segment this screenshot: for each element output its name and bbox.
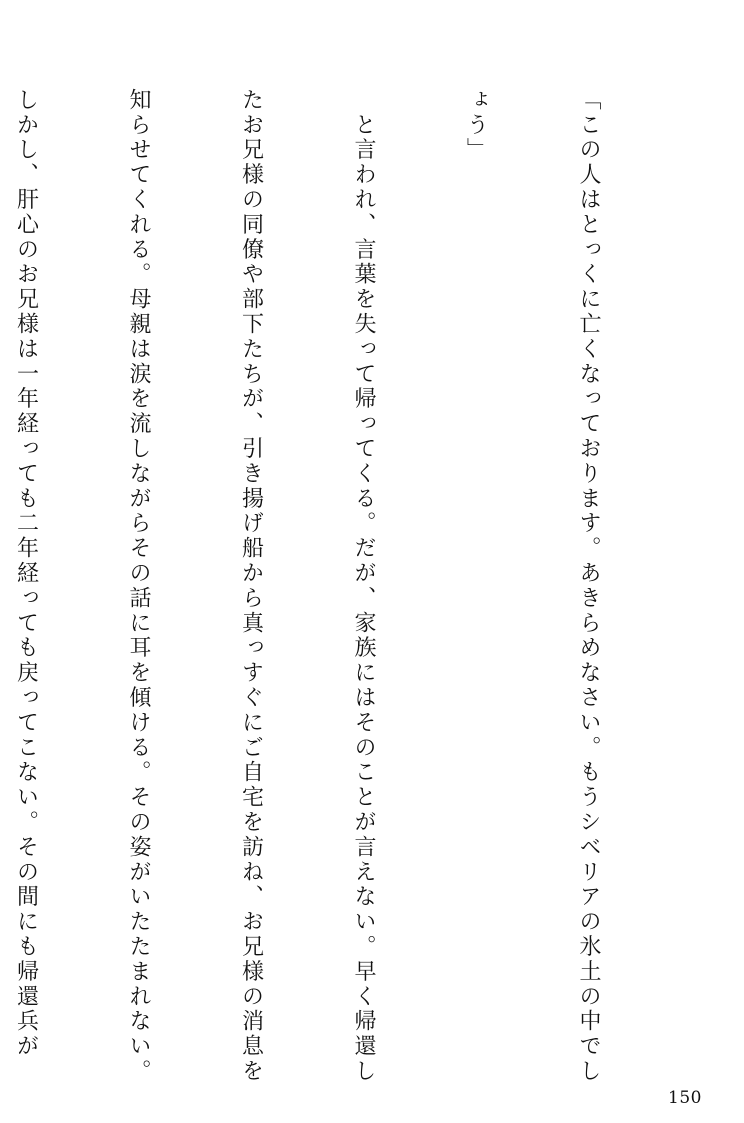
vertical-text-body xyxy=(0,88,682,1084)
text-line: ょう」 xyxy=(463,88,489,163)
text-line: 知らせてくれる。母親は涙を流しながらその話に耳を傾ける。その姿がいたたまれない。 xyxy=(126,88,151,1084)
text-line: たお兄様の同僚や部下たちが、引き揚げ船から真っすぐにご自宅を訪ね、お兄様の消息を xyxy=(238,88,264,1084)
page-number: 150 xyxy=(668,1088,702,1108)
text-line: 「この人はとっくに亡くなっております。あきらめなさい。もうシベリアの氷土の中でし xyxy=(576,88,601,1084)
text-line: しかし、肝心のお兄様は一年経っても二年経っても戻ってこない。その間にも帰還兵が xyxy=(13,88,39,1060)
text-line: と言われ、言葉を失って帰ってくる。だが、家族にはそのことが言えない。早く帰還し xyxy=(351,88,376,1084)
